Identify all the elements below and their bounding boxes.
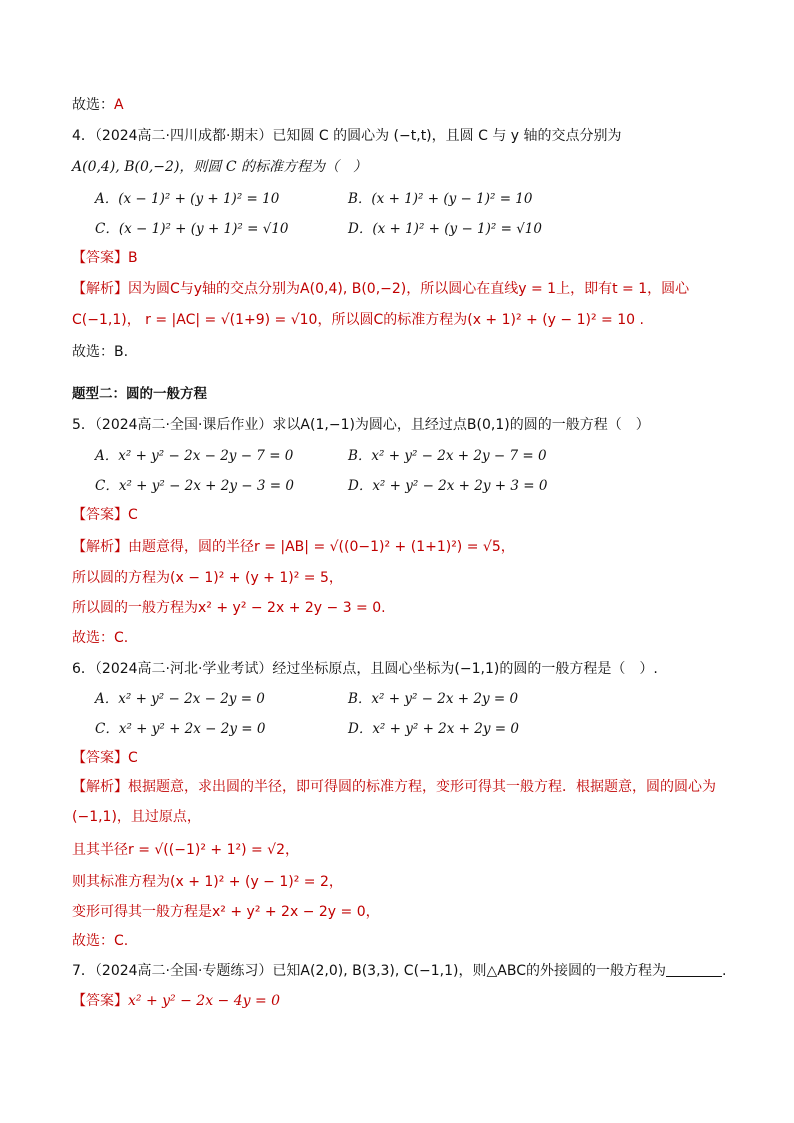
q6-analysis-line4: 则其标准方程为(x + 1)² + (y − 1)² = 2， [72, 874, 343, 890]
q7-answer-line [72, 991, 280, 1011]
q7-stem: 7．（2024高二·全国·专题练习）已知A(2,0), B(3,3), C(−1,1)，则△ABC的外接圆的一般方程为 [72, 963, 666, 979]
choose-prefix: 故选： [72, 97, 114, 113]
q6-analysis-line5: 变形可得其一般方程是x² + y² + 2x − 2y = 0， [72, 904, 380, 920]
analysis-label: 【解析】 [72, 539, 128, 555]
q4-choose-line [72, 342, 128, 362]
q5-analysis-line3: 所以圆的一般方程为x² + y² − 2x + 2y − 3 = 0. [72, 600, 386, 616]
q6-analysis-line3: 且其半径r = √((−1)² + 1²) = √2， [72, 842, 300, 858]
q5-analysis-line1 [72, 537, 515, 557]
choose-answer: A [114, 97, 124, 113]
q6-option-d: D．x² + y² + 2x + 2y = 0 [348, 721, 519, 737]
q4-analysis-line1 [72, 279, 689, 299]
q5-option-c: C．x² + y² − 2x + 2y − 3 = 0 [95, 478, 294, 494]
q6-analysis-line2: (−1,1)，且过原点， [72, 809, 201, 825]
q4-option-b: B．(x + 1)² + (y − 1)² = 10 [348, 191, 533, 207]
q7-stem-end: . [721, 963, 727, 979]
q7-stem-line [72, 961, 726, 981]
analysis-label: 【解析】 [72, 281, 128, 297]
answer-label: 【答案】 [72, 250, 128, 266]
q5-option-d: D．x² + y² − 2x + 2y + 3 = 0 [348, 478, 548, 494]
q6-option-c: C．x² + y² + 2x − 2y = 0 [95, 721, 266, 737]
answer-value: x² + y² − 2x − 4y = 0 [128, 993, 281, 1009]
analysis-text: 由题意得，圆的半径r = |AB| = √((0−1)² + (1+1)²) = √5， [128, 539, 515, 555]
answer-label: 【答案】 [72, 507, 128, 523]
analysis-label: 【解析】 [72, 779, 128, 795]
q5-analysis-line2: 所以圆的方程为(x − 1)² + (y + 1)² = 5， [72, 570, 343, 586]
answer-blank [666, 962, 722, 977]
section-title: 题型二：圆的一般方程 [72, 386, 207, 402]
q6-choose-line [72, 931, 128, 951]
q6-option-b: B．x² + y² − 2x + 2y = 0 [348, 691, 519, 707]
choose-prefix: 故选： [72, 630, 114, 646]
choose-answer: C. [114, 630, 129, 646]
answer-value: C [128, 507, 138, 523]
q6-option-a: A．x² + y² − 2x − 2y = 0 [95, 691, 265, 707]
q5-option-a: A．x² + y² − 2x − 2y − 7 = 0 [95, 448, 294, 464]
q5-answer-line [72, 505, 138, 525]
q4-option-c: C．(x − 1)² + (y + 1)² = √10 [95, 221, 289, 237]
choose-prefix: 故选： [72, 344, 114, 360]
choose-prefix: 故选： [72, 933, 114, 949]
answer-value: B [128, 250, 138, 266]
q4-answer-line [72, 248, 138, 268]
analysis-text: 根据题意，求出圆的半径，即可得圆的标准方程，变形可得其一般方程．根据题意，圆的圆心为 [128, 779, 716, 795]
q4-analysis-line2: C(−1,1)， r = |AC| = √(1+9) = √10，所以圆C的标准方程为(x + 1)² + (y − 1)² = 10 . [72, 312, 644, 328]
q6-answer-line [72, 748, 138, 768]
q4-option-d: D．(x + 1)² + (y − 1)² = √10 [348, 221, 542, 237]
prev-choose-line [72, 95, 124, 115]
q5-option-b: B．x² + y² − 2x + 2y − 7 = 0 [348, 448, 547, 464]
answer-label: 【答案】 [72, 993, 128, 1009]
q6-analysis-line1 [72, 777, 716, 797]
q4-stem-line2: A(0,4), B(0,−2)，则圆 C 的标准方程为（ ） [72, 159, 368, 175]
q6-stem: 6．（2024高二·河北·学业考试）经过坐标原点，且圆心坐标为(−1,1)的圆的一般方程是（ ）. [72, 661, 658, 677]
q5-stem: 5．（2024高二·全国·课后作业）求以A(1,−1)为圆心，且经过点B(0,1)的圆的一般方程（ ） [72, 417, 650, 433]
answer-value: C [128, 750, 138, 766]
q5-choose-line [72, 628, 128, 648]
analysis-text: 因为圆C与y轴的交点分别为A(0,4), B(0,−2)，所以圆心在直线y = 1上，即有t = 1，圆心 [128, 281, 690, 297]
choose-answer: B. [114, 344, 129, 360]
choose-answer: C. [114, 933, 129, 949]
answer-label: 【答案】 [72, 750, 128, 766]
q4-option-a: A．(x − 1)² + (y + 1)² = 10 [95, 191, 280, 207]
q4-stem-line1: 4．（2024高二·四川成都·期末）已知圆 C 的圆心为 (−t,t)，且圆 C 与 y 轴的交点分别为 [72, 128, 622, 144]
